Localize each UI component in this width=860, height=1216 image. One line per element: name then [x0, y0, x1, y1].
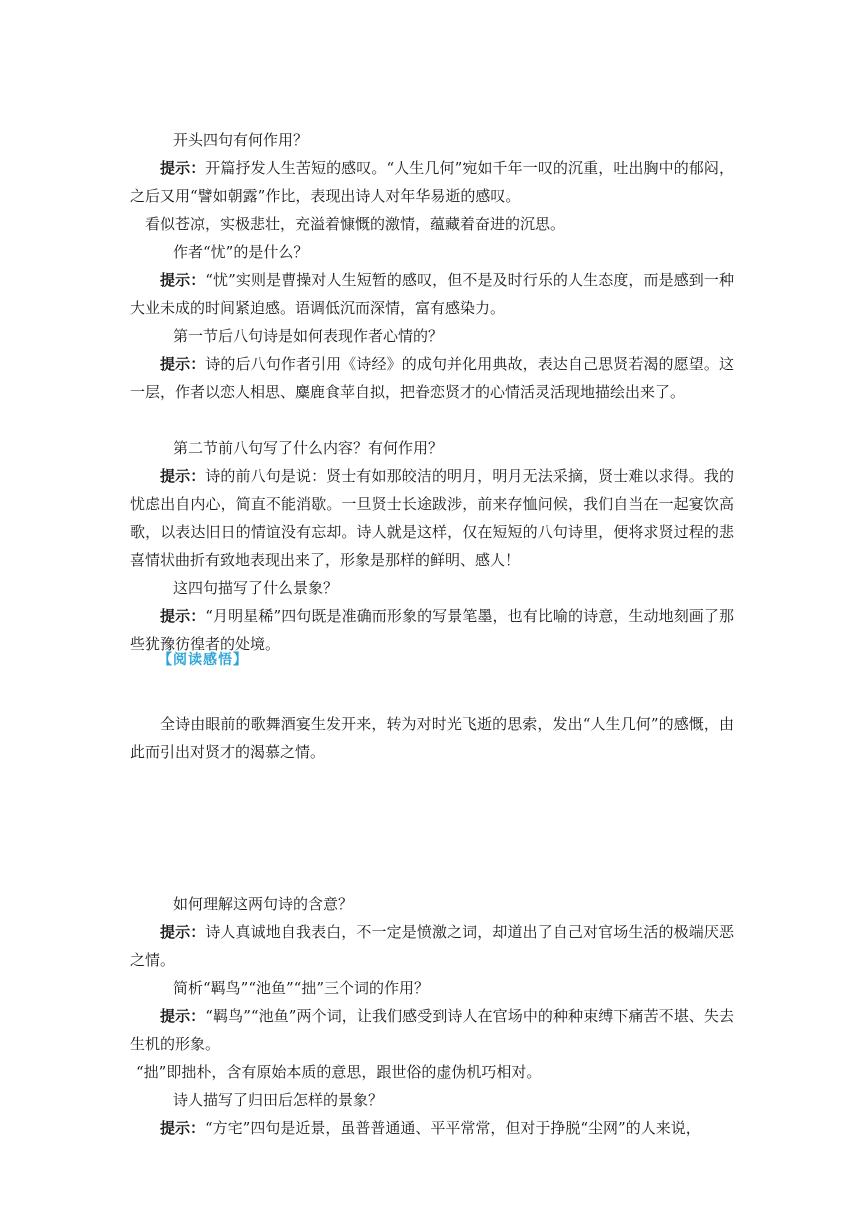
reflection-paragraph: 全诗由眼前的歌舞酒宴生发开来，转为对时光飞逝的思索，发出“人生几何”的感慨，由此而引出对贤才的渴慕之情。 — [130, 715, 734, 761]
hint-text: 诗的前八句是说：贤士有如那皎洁的明月，明月无法采摘，贤士难以求得。我的忧虑出自内心，简直不能消歇。一旦贤士长途跋涉，前来存恤问候，我们自当在一起宴饮高歌，以表达旧日的情谊没有忘却。诗人就是这样，仅在短短的八句诗里，便将求贤过程的悲喜情状曲折有致地表现出来了，形象是那样的鲜明、感人！ — [130, 467, 734, 569]
question-first-section: 第一节后八句诗是如何表现作者心情的？ — [173, 327, 444, 345]
question-three-words: 简析“羁鸟”“池鱼”“拙”三个词的作用？ — [173, 979, 430, 997]
hint-paragraph — [130, 1114, 734, 1142]
question-rural-scenery: 诗人描写了归田后怎样的景象？ — [173, 1091, 384, 1109]
question-scenery: 这四句描写了什么景象？ — [173, 579, 339, 597]
hint-label: 提示： — [160, 923, 206, 941]
hint-label: 提示： — [160, 1007, 206, 1025]
hint-paragraph — [130, 154, 734, 210]
hint-paragraph — [130, 266, 734, 322]
hint-paragraph — [130, 350, 734, 406]
hint-label: 提示： — [160, 159, 206, 177]
hint-text: 开篇抒发人生苦短的感叹。“人生几何”宛如千年一叹的沉重，吐出胸中的郁闷，之后又用“譬如朝露”作比，表现出诗人对年华易逝的感叹。 — [130, 159, 734, 205]
hint-text: “方宅”四句是近景，虽普普通通、平平常常，但对于挣脱“尘网”的人来说， — [205, 1119, 701, 1137]
hint-text: “羁鸟”“池鱼”两个词，让我们感受到诗人在官场中的种种束缚下痛苦不堪、失去生机的形象。 — [130, 1007, 734, 1053]
hint-paragraph — [130, 462, 734, 574]
hint-label: 提示： — [160, 607, 206, 625]
hint-label: 提示： — [160, 1119, 206, 1137]
qa-block-1 — [130, 126, 734, 406]
hint-label: 提示： — [160, 271, 206, 289]
question-worry: 作者“忧”的是什么？ — [173, 243, 309, 261]
hint-paragraph — [130, 1002, 734, 1058]
hint-text: “忧”实则是曹操对人生短暂的感叹，但不是及时行乐的人生态度，而是感到一种大业未成的时间紧迫感。语调低沉而深情，富有感染力。 — [130, 271, 734, 317]
section-title-reading-reflection: 【阅读感悟】 — [158, 652, 248, 668]
qa-block-3 — [130, 890, 734, 1142]
hint-text: “月明星稀”四句既是准确而形象的写景笔墨，也有比喻的诗意，生动地刻画了那些犹豫彷徨者的处境。 — [130, 607, 734, 653]
reflection-block — [130, 710, 734, 766]
hint-text: 诗的后八句作者引用《诗经》的成句并化用典故，表达自己思贤若渴的愿望。这一层，作者以恋人相思、麋鹿食苹自拟，把眷恋贤才的心情活灵活现地描绘出来了。 — [130, 355, 734, 401]
question-meaning: 如何理解这两句诗的含意？ — [173, 895, 354, 913]
body-paragraph: 看似苍凉，实极悲壮，充溢着慷慨的激情，蕴藏着奋进的沉思。 — [145, 215, 566, 233]
hint-label: 提示： — [160, 355, 206, 373]
qa-block-2 — [130, 434, 734, 658]
body-paragraph: “拙”即拙朴，含有原始本质的意思，跟世俗的虚伪机巧相对。 — [136, 1063, 542, 1081]
hint-text: 诗人真诚地自我表白，不一定是愤激之词，却道出了自己对官场生活的极端厌恶之情。 — [130, 923, 734, 969]
question-second-section: 第二节前八句写了什么内容？有何作用？ — [173, 439, 444, 457]
hint-paragraph — [130, 918, 734, 974]
question-opening-lines: 开头四句有何作用？ — [173, 131, 309, 149]
hint-label: 提示： — [160, 467, 206, 485]
